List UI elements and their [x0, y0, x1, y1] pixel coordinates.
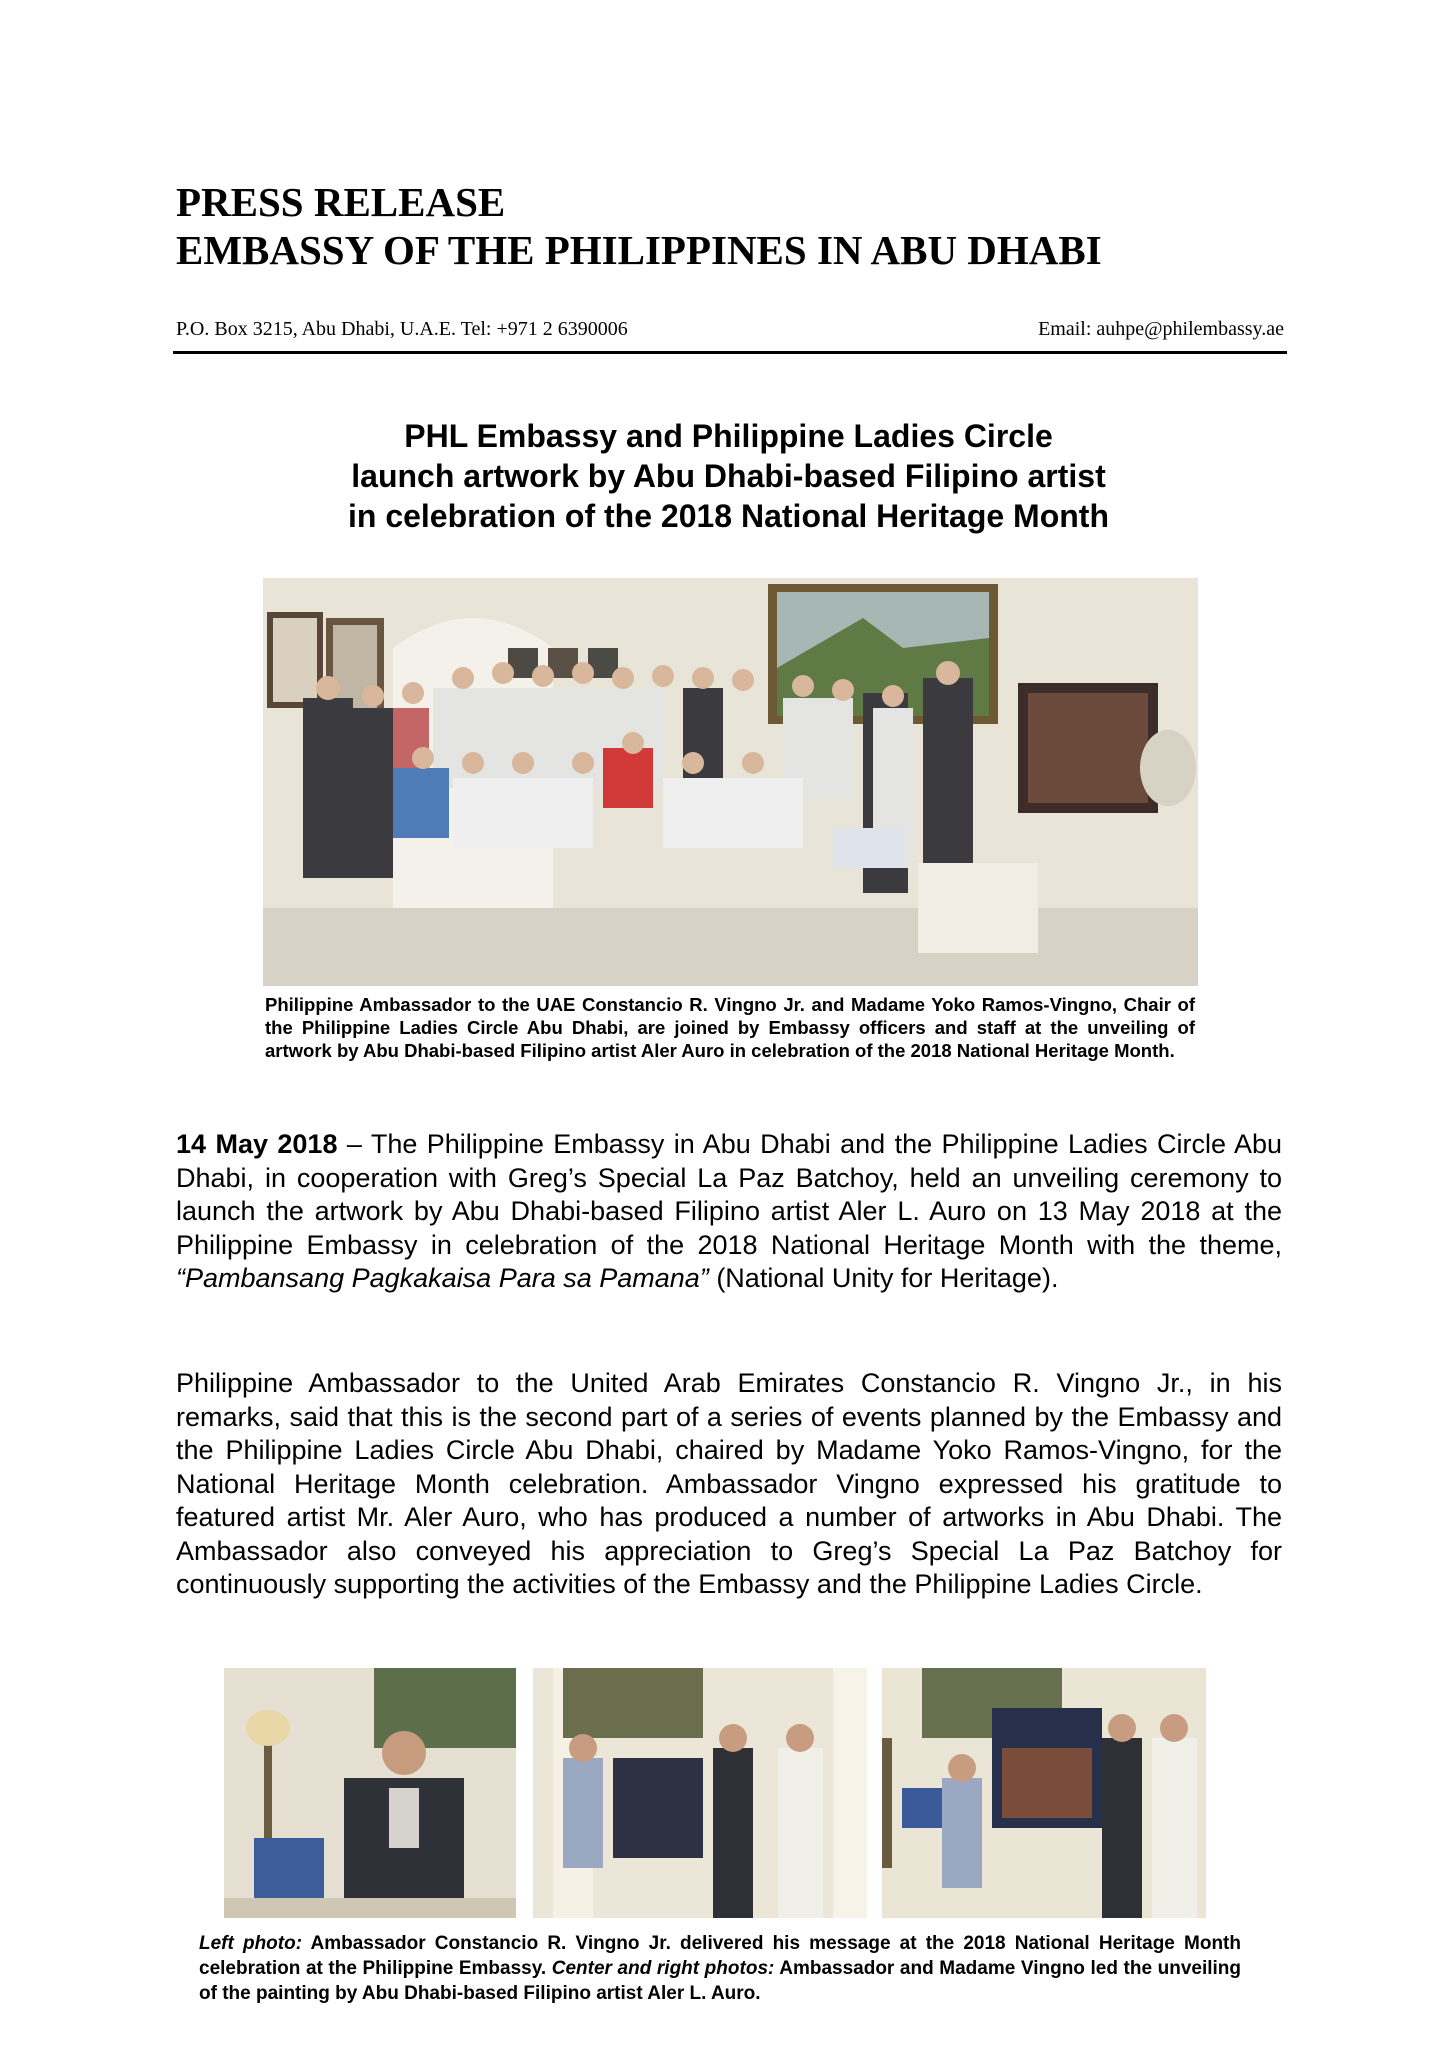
left-photo-label: Left photo:	[199, 1933, 303, 1954]
press-release-header	[176, 178, 1102, 274]
header-divider	[173, 351, 1287, 354]
left-photo-text: Ambassador Constancio R. Vingno Jr. delivered his message at the 2018 National Heritage Month celebration at the Philippine Embassy.	[199, 1933, 1241, 1979]
center-right-photos-label: Center and right photos:	[551, 1958, 775, 1979]
header-line-2: EMBASSY OF THE PHILIPPINES IN ABU DHABI	[176, 227, 1102, 273]
dateline: 14 May 2018	[176, 1129, 338, 1159]
header-line-1: PRESS RELEASE	[176, 179, 506, 225]
body-paragraph-2: Philippine Ambassador to the United Arab Emirates Constancio R. Vingno Jr., in his remarks, said that this is the second part of a series of events planned by the Embassy and the Philippine Ladies Circle Abu Dhabi, chaired by Madame Yoko Ramos-Vingno, for the National Heritage Month celebration. Ambassador Vingno expressed his gratitude to featured artist Mr. Aler Auro, who has produced a number of artworks in Abu Dhabi. The Ambassador also conveyed his appreciation to Greg’s Special La Paz Batchoy for continuously supporting the activities of the Embassy and the Philippine Ladies Circle.	[176, 1368, 1282, 1599]
photo-ambassador-speaking	[224, 1668, 516, 1918]
contact-line	[176, 318, 1284, 341]
group-photo	[263, 578, 1198, 986]
photo-unveiling-center	[533, 1668, 867, 1918]
email-text: Email: auhpe@philembassy.ae	[1038, 318, 1284, 340]
address-text: P.O. Box 3215, Abu Dhabi, U.A.E. Tel: +971 2 6390006	[176, 318, 628, 340]
theme-text: “Pambansang Pagkakaisa Para sa Pamana”	[176, 1263, 709, 1293]
headline-line-2: launch artwork by Abu Dhabi-based Filipino artist	[351, 458, 1106, 494]
headline-line-3: in celebration of the 2018 National Heritage Month	[347, 498, 1109, 534]
group-photo-caption: Philippine Ambassador to the UAE Constancio R. Vingno Jr. and Madame Yoko Ramos-Vingno, Chair of the Philippine Ladies Circle Abu Dhabi, are joined by Embassy officers and staff at the unveiling of artwork by Abu Dhabi-based Filipino artist Aler Auro in celebration of the 2018 National Heritage Month.	[265, 994, 1195, 1061]
paragraph-1-end: (National Unity for Heritage).	[708, 1263, 1059, 1293]
headline-line-1: PHL Embassy and Philippine Ladies Circle	[404, 418, 1053, 454]
photo-unveiling-right	[882, 1668, 1206, 1918]
headline	[176, 416, 1281, 536]
paragraph-1-text: – The Philippine Embassy in Abu Dhabi and the Philippine Ladies Circle Abu Dhabi, in cooperation with Greg’s Special La Paz Batchoy, held an unveiling ceremony to launch the artwork by Abu Dhabi-based Filipino artist Aler L. Auro on 13 May 2018 at the Philippine Embassy in celebration of the 2018 National Heritage Month with the theme,	[176, 1129, 1282, 1260]
body-paragraph-1	[176, 1128, 1282, 1296]
center-right-photos-text: Ambassador and Madame Vingno led the unveiling of the painting by Abu Dhabi-based Filipino artist Aler L. Auro.	[199, 1958, 1241, 2004]
bottom-photos-caption	[199, 1931, 1241, 2006]
